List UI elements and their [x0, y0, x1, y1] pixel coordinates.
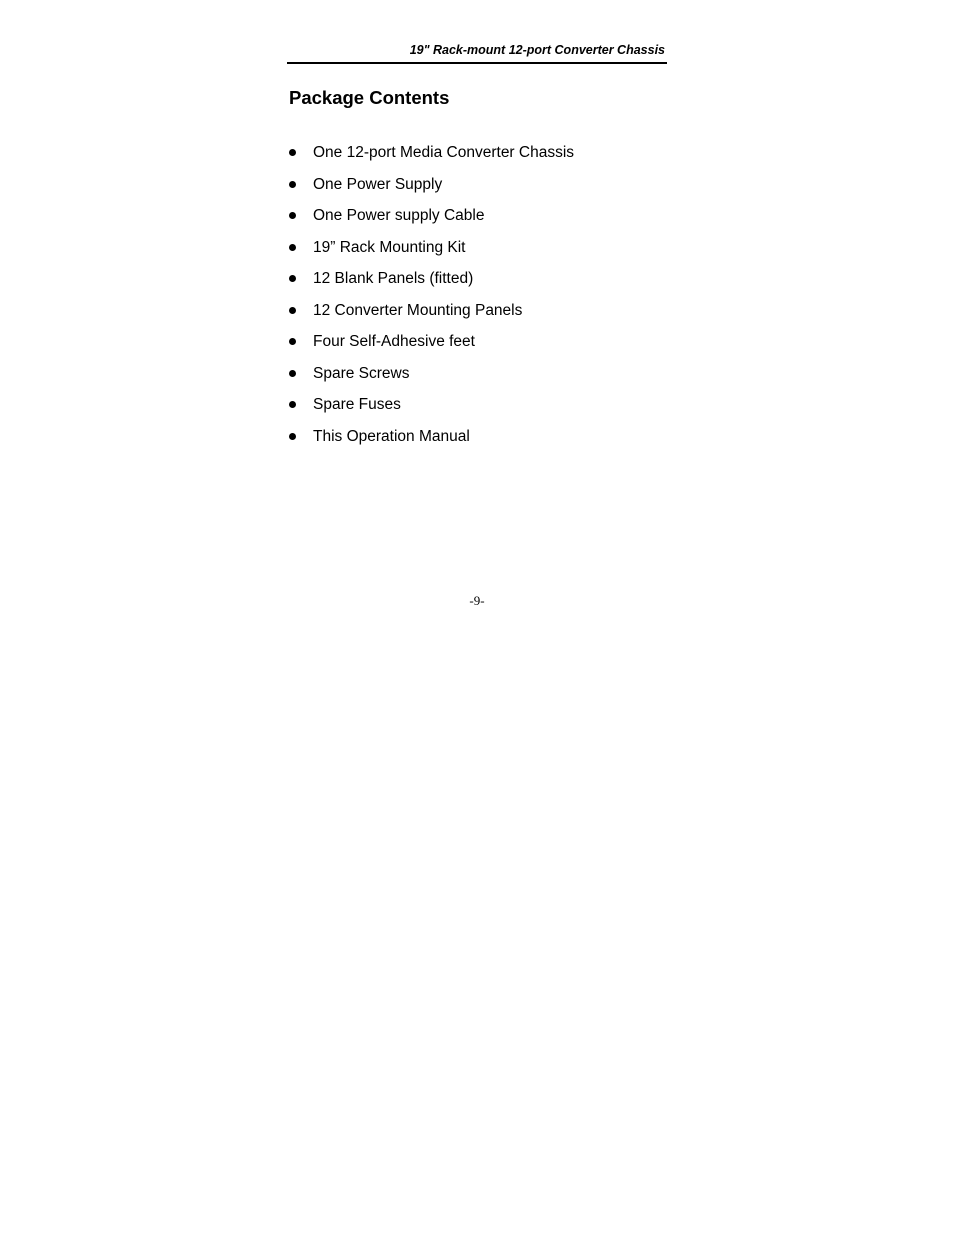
bullet-icon — [289, 181, 296, 188]
page-number: -9- — [469, 593, 485, 608]
running-header-title: 19" Rack-mount 12-port Converter Chassis — [409, 43, 665, 57]
bullet-icon — [289, 275, 296, 282]
list-item-text: Spare Screws — [313, 364, 410, 382]
bullet-icon — [289, 307, 296, 314]
list-item-text: One Power Supply — [313, 175, 443, 193]
list-item-text: 19” Rack Mounting Kit — [313, 238, 466, 256]
bullet-icon — [289, 244, 296, 251]
bullet-icon — [289, 212, 296, 219]
bullet-icon — [289, 370, 296, 377]
bullet-icon — [289, 433, 296, 440]
list-item-text: 12 Converter Mounting Panels — [313, 301, 523, 319]
list-item-text: 12 Blank Panels (fitted) — [313, 270, 474, 287]
bullet-icon — [289, 338, 296, 345]
section-heading: Package Contents — [289, 87, 450, 108]
list-item-text: One 12-port Media Converter Chassis — [313, 144, 575, 161]
list-item-text: Spare Fuses — [313, 396, 401, 413]
list-item-text: Four Self-Adhesive feet — [313, 333, 475, 350]
list-item-text: This Operation Manual — [313, 427, 470, 445]
running-header — [287, 42, 667, 64]
bullet-icon — [289, 401, 296, 408]
list-item-text: One Power supply Cable — [313, 207, 485, 224]
bullet-icon — [289, 149, 296, 156]
